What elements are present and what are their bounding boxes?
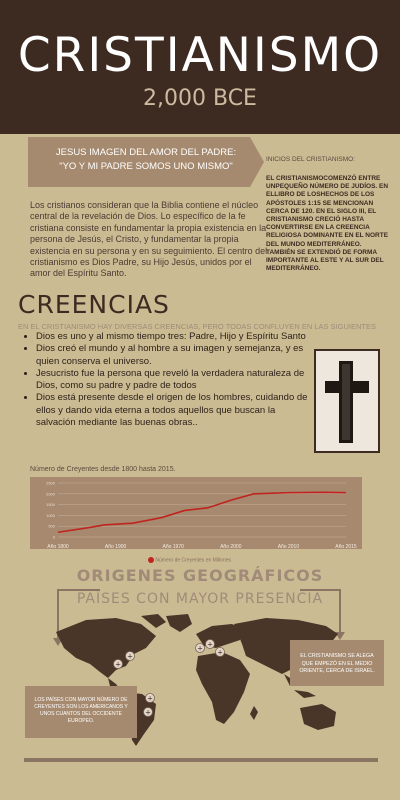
- chart-legend: [148, 557, 231, 563]
- x-tick-label: Año 1970: [162, 544, 184, 549]
- marker-symbol: +: [207, 640, 213, 649]
- marker-symbol: +: [147, 694, 153, 703]
- x-tick-label: Año 1800: [47, 544, 69, 549]
- belief-item: • Dios está presente desde el origen de los hombres, cuidando de ellos y dando vida eterna a todos aquellos que buscan la salvación mediante las buenas obras..: [36, 392, 316, 429]
- x-tick-label: Año 1900: [104, 544, 127, 549]
- quote-line-1: JESUS IMAGEN DEL AMOR DEL PADRE:: [55, 147, 237, 158]
- x-tick-label: Año 2010: [277, 544, 300, 549]
- y-tick-label: 2500: [46, 480, 55, 486]
- marker-symbol: +: [127, 652, 133, 661]
- origins-body: EL CRISTIANISMOCOMENZÓ ENTRE UNPEQUEÑO NÚMERO DE JUDÍOS. EN ELLIBRO DE LOSHECHOS DE LOS APÓSTOLES 1:15 SE MENCIONAN CERCA DE 120. EN EL SIGLO III, EL CRISTIANISMO CRECIÓ HASTA CONVERTIRSE EN LA CREENCIA RELIGIOSA DOMINANTE EN EL NORTE DEL MUNDO MEDITERRÁNEO. TAMBIÉN SE EXTENDIÓ DE FORMA IMPORTANTE AL ESTE Y AL SUR DEL MEDITERRÁNEO.: [266, 175, 389, 273]
- cross-icon: [316, 351, 378, 451]
- intro-paragraph: Los cristianos consideran que la Biblia contiene el núcleo central de la revelación de Dios. Lo específico de la fe cristiana consiste en fundamentar la propia existencia en la persona de Jesús, el Cristo, y fundamentar la propia existencia en su persona y en su seguimiento. El centro del cristianismo es Dios Padre, su Hijo Jesús, unidos por el amor del Espíritu Santo.: [30, 200, 268, 279]
- page-subtitle: 2,000 BCE: [143, 86, 257, 111]
- beliefs-subtitle: EN EL CRISTIANISMO HAY DIVERSAS CREENCIAS, PERO TODAS CONFLUYEN EN LAS SIGUIENTES: [18, 322, 377, 331]
- y-tick-label: 500: [48, 523, 55, 529]
- y-tick-label: 1500: [46, 502, 55, 508]
- bottom-divider: [24, 758, 378, 762]
- x-tick-label: Año 2015: [335, 544, 357, 549]
- cross-frame: [314, 349, 380, 453]
- note-americas: LOS PAÍSES CON MAYOR NÚMERO DE CREYENTES SON LOS AMERICANOS Y UNOS CUANTOS DEL OCCIDENTE EUROPEO.: [25, 686, 137, 738]
- marker-symbol: +: [145, 708, 151, 717]
- legend-label: Número de Creyentes en Millones: [155, 557, 231, 564]
- geo-title: ORIGENES GEOGRÁFICOS: [76, 566, 324, 585]
- quote-line-2: "YO Y MI PADRE SOMOS UNO MISMO": [59, 161, 233, 172]
- countries-title: PAÍSES CON MAYOR PRESENCIA: [76, 591, 324, 607]
- note-middle-east: EL CRISTIANISMO SE ALEGA QUE EMPEZÓ EN EL MEDIO ORIENTE, CERCA DE ISRAEL.: [290, 640, 384, 686]
- marker-symbol: +: [197, 644, 203, 653]
- chart-svg: [30, 477, 362, 549]
- y-tick-label: 0: [52, 534, 55, 540]
- x-tick-label: Año 2000: [220, 544, 242, 549]
- legend-dot-icon: [148, 557, 154, 563]
- beliefs-title: CREENCIAS: [18, 290, 170, 319]
- belief-item: • Jesucristo fue la persona que reveló la verdadera naturaleza de Dios, como su padre y padre de todos: [36, 368, 316, 393]
- belief-item: • Dios creó el mundo y al hombre a su imagen y semejanza, y es quien conserva el universo.: [36, 343, 316, 368]
- origins-heading: INICIOS DEL CRISTIANISMO:: [266, 156, 355, 163]
- believers-chart: [30, 477, 362, 549]
- y-tick-label: 1000: [46, 512, 55, 518]
- beliefs-list: [22, 331, 316, 429]
- y-tick-label: 2000: [46, 491, 55, 497]
- page-title: CRISTIANISMO: [17, 28, 383, 83]
- chart-title: Número de Creyentes desde 1800 hasta 2015.: [30, 466, 176, 473]
- marker-symbol: +: [217, 648, 223, 657]
- marker-symbol: +: [115, 660, 121, 669]
- belief-item: • Dios es uno y al mismo tiempo tres: Padre, Hijo y Espíritu Santo: [36, 331, 316, 343]
- quote-text: [28, 146, 264, 174]
